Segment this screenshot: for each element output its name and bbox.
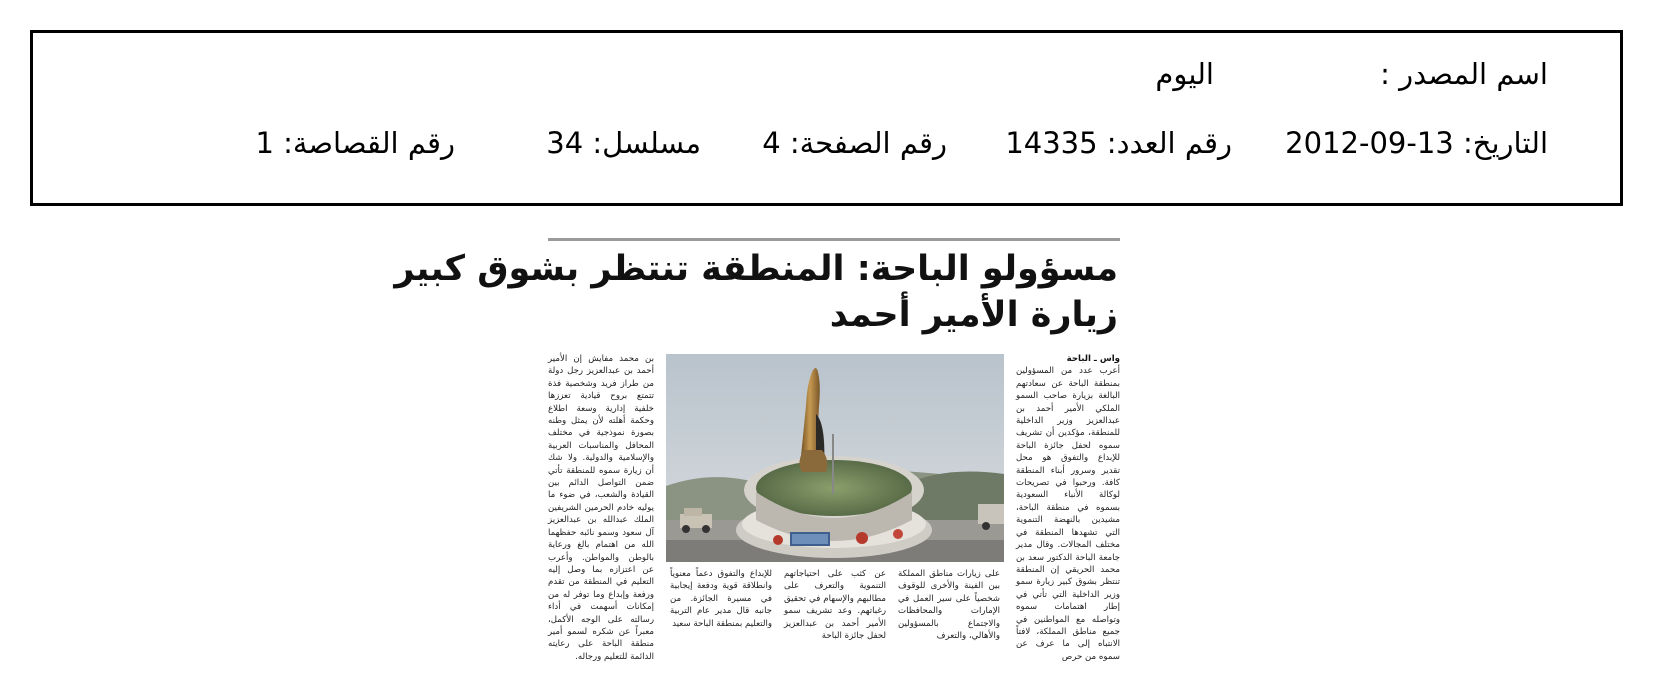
article-photo [666,354,1004,562]
article-text-bottom-3: للإبداع والتفوق دعماً معنوياً وانطلاقة قوية ودفعة إيجابية في مسيرة الجائزة. من جانبه قال مدير عام التربية والتعليم بمنطقة الباحة سعيد [670,569,772,629]
headline-line-1: مسؤولو الباحة: المنطقة تنتظر بشوق كبير [394,249,1118,289]
clip-number-field: رقم القصاصة: 1 [255,126,455,160]
headline-line-2: زيارة الأمير أحمد [829,295,1118,335]
source-value: اليوم [1155,57,1214,91]
article-column-left [548,353,654,662]
date-field: التاريخ: 13-09-2012 [1285,126,1548,160]
article-text-bottom-2: عن كثب على احتياجاتهم التنموية والتعرف على مطالبهم والإسهام في تحقيق رغباتهم. وعد تشريف سمو الأمير أحمد بن عبدالعزيز لحفل جائزة الباحة [784,569,886,642]
monument-photo-svg [666,354,1004,562]
newspaper-clipping [394,238,1120,662]
byline: واس ـ الباحة [1066,354,1120,364]
article-column-right [1016,353,1120,662]
source-label: اسم المصدر : [1380,57,1548,91]
article-column-bottom-2 [784,568,886,646]
page-number-field: رقم الصفحة: 4 [762,126,947,160]
clipping-info-box [30,30,1623,206]
article-text-right: أعرب عدد من المسؤولين بمنطقة الباحة عن سعادتهم البالغة بزيارة صاحب السمو الملكي الأمير أحمد بن عبدالعزيز وزير الداخلية للمنطقة، مؤكدين أن تشريف سموه لحفل جائزة الباحة للإبداع والتفوق هو محل تقدير وسرور أبناء المنطقة كافة. ورحبوا في تصريحات لوكالة الأنباء السعودية بسموه في منطقة الباحة، مشيدين بالنهضة التنموية التي تشهدها المنطقة في مختلف المجالات. وقال مدير جامعة الباحة الدكتور سعد بن محمد الحريقي إن المنطقة تنتظر بشوق كبير زيارة سمو وزير الداخلية التي تأتي في إطار اهتمامات سموه وتواصله مع المواطنين في جميع مناطق المملكة، لافتاً الانتباه إلى ما عرف عن سموه من حرص [1016,366,1120,662]
issue-number-field: رقم العدد: 14335 [1005,126,1232,160]
article-text-bottom-1: على زيارات مناطق المملكة بين الفينة والأخرى للوقوف شخصياً على سير العمل في الإمارات والمحافظات والاجتماع بالمسؤولين والأهالي، والتعرف [898,569,1000,642]
article-column-bottom-3 [670,568,772,646]
top-rule [548,238,1120,241]
article-column-bottom-1 [898,568,1000,646]
serial-field: مسلسل: 34 [546,126,701,160]
article-text-left: بن محمد مفايش إن الأمير أحمد بن عبدالعزيز رجل دولة من طراز فريد وشخصية فذة تتمتع بروح قيادية تعززها خلفية إدارية وسعة اطلاع وحكمة أهلته لأن يمثل وطنه بصورة نموذجية في مختلف المحافل والمناسبات العربية والإسلامية والدولية. ولا شك أن زيارة سموه للمنطقة تأتي ضمن التواصل الدائم بين القيادة والشعب، في ضوء ما يوليه خادم الحرمين الشريفين الملك عبدالله بن عبدالعزيز آل سعود وسمو نائبه حفظهما الله من اهتمام بالغ ورعاية بالوطن والمواطن. وأعرب عن اعتزازه بما وصل إليه التعليم في المنطقة من تقدم ورفعة وإبداع وما توفر له من إمكانات أسهمت في أداء رسالته على الوجه الأكمل، معبراً عن شكره لسمو أمير منطقة الباحة على رعايته الدائمة للتعليم ورجاله. [548,354,654,662]
